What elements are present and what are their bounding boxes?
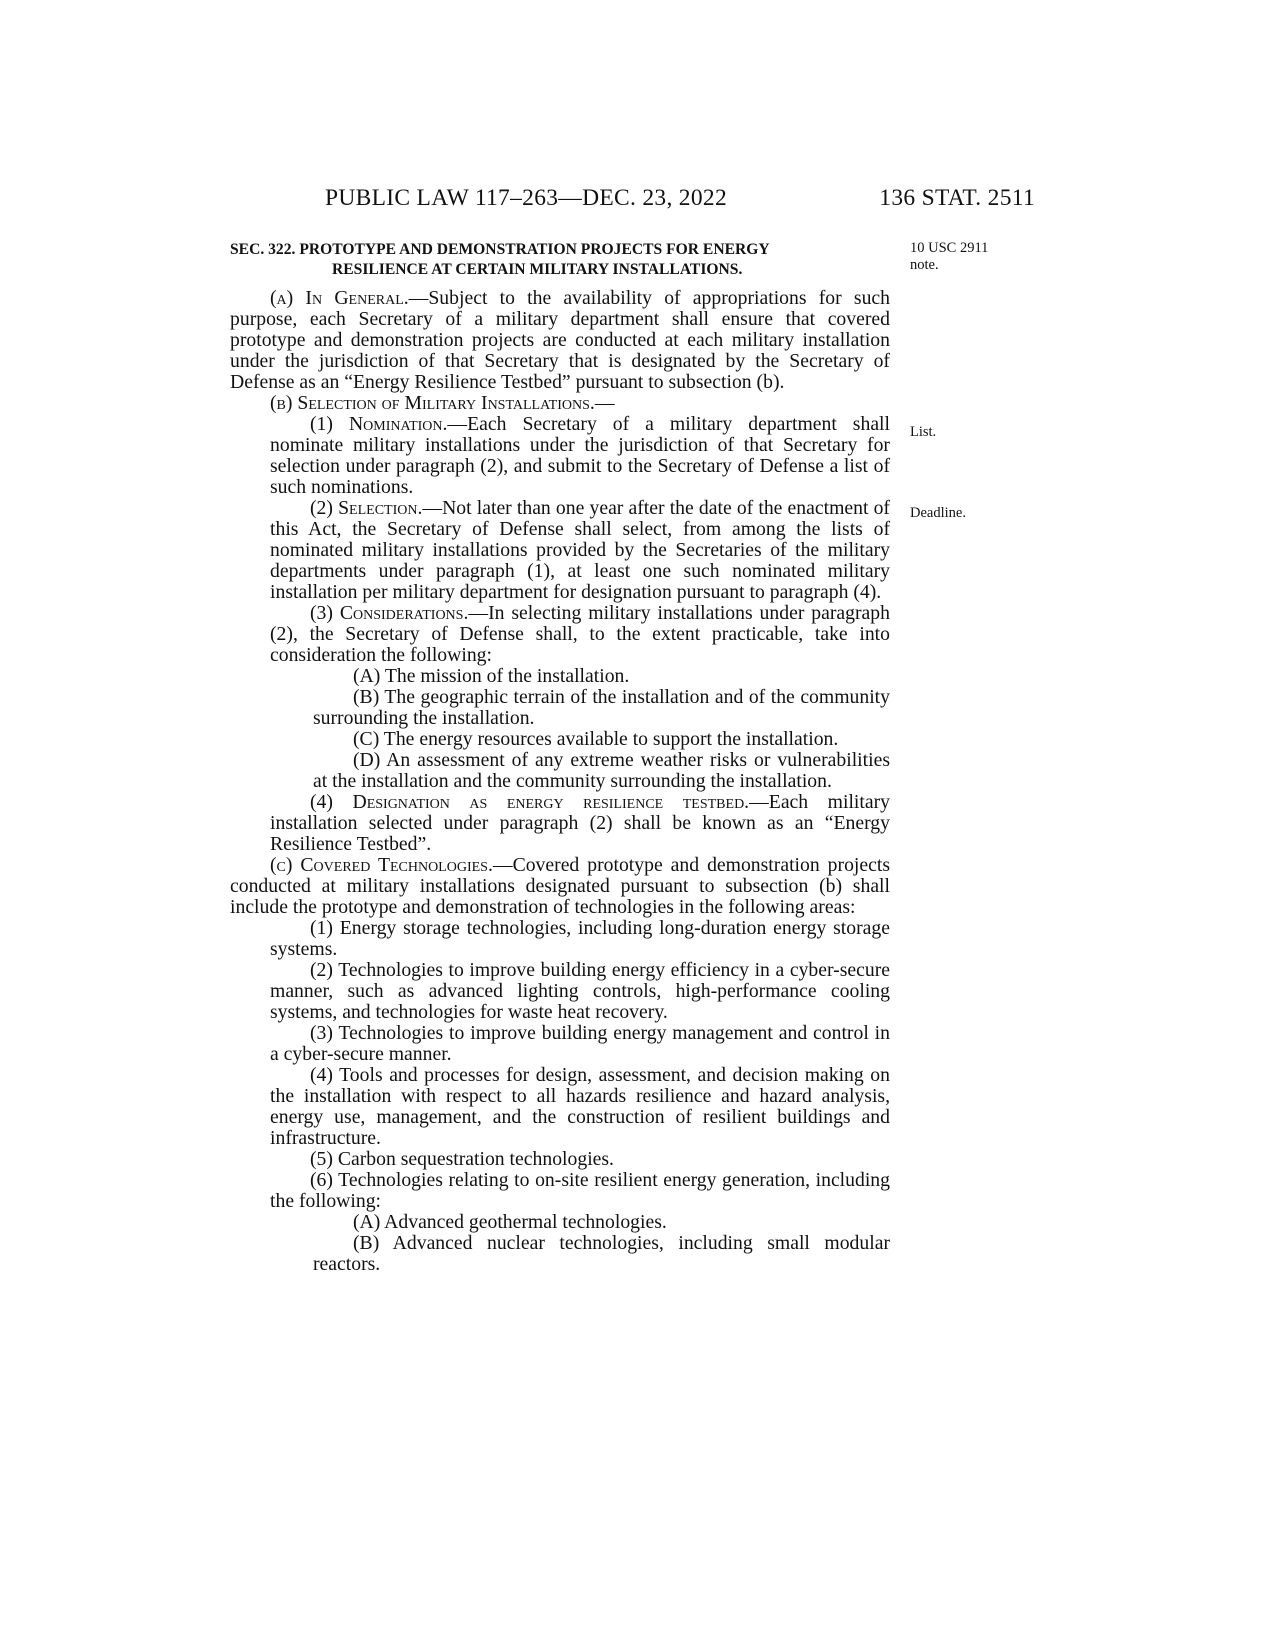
- paragraph-c5: (5) Carbon sequestration technologies.: [310, 1148, 614, 1170]
- paragraph-c1: (1) Energy storage technologies, including long-duration energy storage systems.: [270, 917, 890, 960]
- paragraph-c6: (6) Technologies relating to on-site resilient energy generation, including the following:: [270, 1169, 890, 1212]
- section-body: [230, 288, 890, 1275]
- law-title: PUBLIC LAW 117–263—DEC. 23, 2022: [325, 185, 727, 211]
- subparagraph-b3B: (B) The geographic terrain of the installation and of the community surrounding the installation.: [313, 686, 890, 729]
- paragraph-b4: (4) Designation as energy resilience testbed.—Each military installation selected under paragraph (2) shall be known as an “Energy Resilience Testbed”.: [270, 791, 890, 855]
- subsection-a: (a) In General.—Subject to the availability of appropriations for such purpose, each Secretary of a military department shall ensure that covered prototype and demonstration projects are conducted at each military installation under the jurisdiction of that Secretary that is designated by the Secretary of Defense as an “Energy Resilience Testbed” pursuant to subsection (b).: [230, 287, 890, 393]
- section-heading: [230, 240, 890, 280]
- subparagraph-b3A: (A) The mission of the installation.: [353, 665, 630, 687]
- citation-line1: 10 USC 2911: [910, 240, 989, 256]
- margin-note-list: List.: [910, 424, 937, 440]
- paragraph-c2: (2) Technologies to improve building energy efficiency in a cyber-secure manner, such as advanced lighting controls, high-performance cooling systems, and technologies for waste heat recovery.: [270, 959, 890, 1023]
- margin-note-citation: [910, 240, 988, 274]
- subsection-b: (b) Selection of Military Installations.—: [270, 392, 615, 414]
- citation-line2: note.: [910, 257, 939, 273]
- paragraph-c3: (3) Technologies to improve building energy management and control in a cyber-secure manner.: [270, 1022, 890, 1065]
- subsection-c: (c) Covered Technologies.—Covered prototype and demonstration projects conducted at military installations designated pursuant to subsection (b) shall include the prototype and demonstration of technologies in the following areas:: [230, 854, 890, 918]
- subparagraph-b3D: (D) An assessment of any extreme weather risks or vulnerabilities at the installation and the community surrounding the installation.: [313, 749, 890, 792]
- section-heading-line2: RESILIENCE AT CERTAIN MILITARY INSTALLATIONS.: [332, 261, 743, 278]
- subparagraph-b3C: (C) The energy resources available to support the installation.: [353, 728, 839, 750]
- section-heading-line1: SEC. 322. PROTOTYPE AND DEMONSTRATION PROJECTS FOR ENERGY: [230, 241, 770, 258]
- subparagraph-c6B: (B) Advanced nuclear technologies, including small modular reactors.: [313, 1232, 890, 1275]
- paragraph-b2: (2) Selection.—Not later than one year after the date of the enactment of this Act, the Secretary of Defense shall select, from among the lists of nominated military installations provided by the Secretaries of the military departments under paragraph (1), at least one such nominated military installation per military department for designation pursuant to paragraph (4).: [270, 497, 890, 603]
- subparagraph-c6A: (A) Advanced geothermal technologies.: [353, 1211, 667, 1233]
- paragraph-c4: (4) Tools and processes for design, assessment, and decision making on the installation with respect to all hazards resilience and hazard analysis, energy use, management, and the construction of resilient buildings and infrastructure.: [270, 1064, 890, 1149]
- running-head: [230, 185, 1035, 217]
- margin-note-deadline: Deadline.: [910, 505, 966, 521]
- paragraph-b3: (3) Considerations.—In selecting military installations under paragraph (2), the Secretary of Defense shall, to the extent practicable, take into consideration the following:: [270, 602, 890, 666]
- paragraph-b1: (1) Nomination.—Each Secretary of a military department shall nominate military installations under the jurisdiction of that Secretary for selection under paragraph (2), and submit to the Secretary of Defense a list of such nominations.: [270, 413, 890, 498]
- stat-page-number: 136 STAT. 2511: [879, 185, 1035, 211]
